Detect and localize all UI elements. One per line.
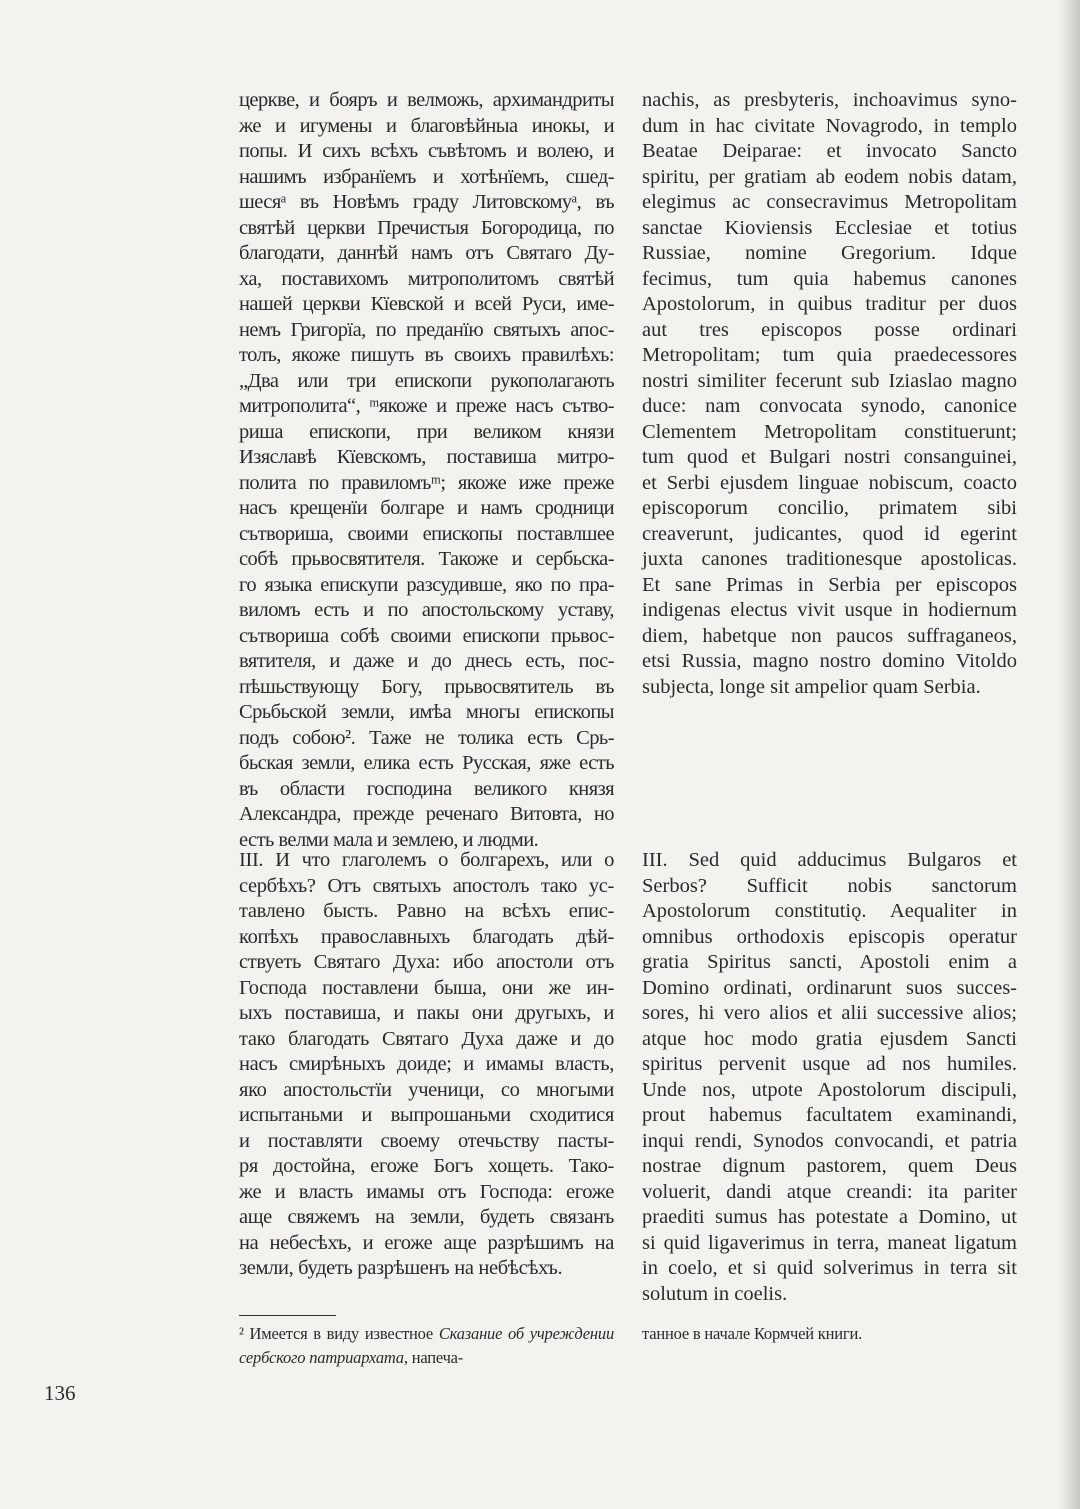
text-line: tum quod et Bulgari nostri consanguinei, bbox=[642, 446, 1017, 468]
text-line: omnibus orthodoxis episcopis operatur bbox=[642, 925, 1017, 948]
text-line: Apostolorum, in quibus traditur per duos bbox=[642, 293, 1017, 315]
latin-text-column-top bbox=[642, 88, 1017, 700]
text-line: тавлено бысть. Равно на всѣхъ епис- bbox=[239, 900, 614, 922]
text-line: Александра, прежде реченаго Витовта, но bbox=[239, 803, 614, 825]
text-line: риша епископи, при великом князи bbox=[239, 420, 614, 443]
latin-text-column-bottom bbox=[642, 848, 1017, 1307]
text-line: митрополита“, ᵐякоже и преже насъ сътво- bbox=[239, 395, 614, 417]
text-line: собѣ прьвосвятителя. Такоже и сербьска- bbox=[239, 548, 614, 570]
text-line: ха, поставихомъ митрополитомъ святѣй bbox=[239, 267, 614, 290]
text-line: Et sane Primas in Serbia per episcopos bbox=[642, 573, 1017, 596]
text-line: praediti sumus has potestate a Domino, ut bbox=[642, 1206, 1017, 1228]
text-line: III. Sed quid adducimus Bulgaros et bbox=[642, 849, 1017, 871]
text-line: церкве, и бояръ и велможь, архимандриты bbox=[239, 89, 614, 111]
text-line: нашей церкви Кïевской и всей Руси, име- bbox=[239, 293, 614, 315]
text-line: ствуеть Святаго Духа: ибо апостоли отъ bbox=[239, 951, 614, 973]
text-line: ыхъ поставиша, и пакы они другыхъ, и bbox=[239, 1002, 614, 1024]
russian-text-column-bottom bbox=[239, 848, 614, 1282]
footnote-marker: ² bbox=[239, 1324, 244, 1343]
text-line: Clementem Metropolitam constituerunt; bbox=[642, 420, 1017, 443]
text-line: яко апостольстïи ученици, со многыми bbox=[239, 1078, 614, 1101]
text-line: dum in hac civitate Novagrodo, in templo bbox=[642, 114, 1017, 137]
text-line: Beatae Deiparae: et invocato Sancto bbox=[642, 140, 1017, 162]
text-line: же и власть имамы отъ Господа: егоже bbox=[239, 1180, 614, 1203]
text-line: duce: nam convocata synodo, canonice bbox=[642, 395, 1017, 417]
text-line: немъ Григорïа, по преданïю святыхъ апос- bbox=[239, 318, 614, 341]
text-line: atque hoc modo gratia ejusdem Sancti bbox=[642, 1027, 1017, 1050]
text-line: пѣшьствующу Богу, прьвосвятитель въ bbox=[239, 675, 614, 698]
text-line: вятителя, и даже и до днесь есть, пос- bbox=[239, 650, 614, 672]
text-line: nostrae dignum pastorem, quem Deus bbox=[642, 1155, 1017, 1177]
text-line: шесяᵃ въ Новѣмъ граду Литовскомуᵃ, въ bbox=[239, 191, 614, 213]
text-line: et Serbi ejusdem linguae nobiscum, coacto bbox=[642, 471, 1017, 494]
text-line: земли, будеть разрѣшенъ на небѣсѣхъ. bbox=[239, 1257, 563, 1279]
text-line: Domino ordinati, ordinarunt suos succes- bbox=[642, 976, 1017, 999]
text-line: попы. И сихъ всѣхъ съвѣтомъ и волею, и bbox=[239, 140, 614, 162]
text-line: nachis, as presbyteris, inchoavimus syno- bbox=[642, 89, 1017, 111]
text-line: сътвориша собѣ своими епископи прьвос- bbox=[239, 624, 614, 647]
text-line: Срьбьской земли, имѣа многы епископы bbox=[239, 701, 614, 723]
text-line: diem, habetque non paucos suffraganeos, bbox=[642, 624, 1017, 647]
footnote-text-after: , напеча- bbox=[403, 1348, 464, 1367]
text-line: in coelo, et si quid solverimus in terra sit bbox=[642, 1257, 1017, 1279]
footnote-rule bbox=[239, 1315, 336, 1316]
text-line: aut tres episcopos posse ordinari bbox=[642, 318, 1017, 341]
text-line: аще свяжемъ на земли, будеть связанъ bbox=[239, 1206, 614, 1228]
text-line: gratia Spiritus sancti, Apostoli enim a bbox=[642, 951, 1017, 973]
text-line: indigenas electus vivit usque in hodiernum bbox=[642, 599, 1017, 621]
text-line: Russiae, nomine Gregorium. Idque bbox=[642, 242, 1017, 264]
footnote-text: Имеется в виду известное bbox=[249, 1324, 439, 1343]
text-line: толъ, якоже пишуть въ своихъ правилѣхъ: bbox=[239, 344, 614, 366]
text-line: нашимъ избранïемъ и хотѣнïемъ, сшед- bbox=[239, 165, 614, 188]
text-line: ря достойна, егоже Богъ хощеть. Тако- bbox=[239, 1155, 614, 1177]
text-line: inqui rendi, Synodos convocandi, et patria bbox=[642, 1129, 1017, 1152]
text-line: въ области господина великого князя bbox=[239, 777, 614, 800]
text-line: juxta canones traditionesque apostolicas. bbox=[642, 548, 1017, 570]
text-line: sores, hi vero alios et alii successive alios; bbox=[642, 1002, 1017, 1024]
russian-text-column-top bbox=[239, 88, 614, 853]
text-line: etsi Russia, magno nostro domino Vitoldo bbox=[642, 650, 1017, 672]
text-line: есть велми мала и землею, и людми. bbox=[239, 828, 539, 851]
footnote-continuation: танное в начале Кормчей книги. bbox=[642, 1324, 863, 1343]
text-line: копѣхъ православныхъ благодать дѣй- bbox=[239, 925, 614, 948]
text-line: creaverunt, judicantes, quod id egerint bbox=[642, 522, 1017, 545]
text-line: Господа поставлени быша, они же ин- bbox=[239, 976, 614, 999]
page-edge-shadow bbox=[1058, 0, 1080, 1509]
text-line: prout habemus facultatem examinandi, bbox=[642, 1104, 1017, 1126]
text-line: spiritus pervenit usque ad nos humiles. bbox=[642, 1053, 1017, 1075]
text-line: благодати, даннѣй намъ отъ Святаго Ду- bbox=[239, 242, 614, 264]
text-line: полита по правиломъᵐ; якоже иже преже bbox=[239, 471, 614, 494]
text-line: episcoporum concilio, primatem sibi bbox=[642, 497, 1017, 519]
footnote bbox=[239, 1322, 614, 1370]
text-line: сътвориша, своими епископы поставлшее bbox=[239, 522, 614, 545]
text-line: sanctae Kioviensis Ecclesiae et totius bbox=[642, 216, 1017, 239]
text-line: si quid ligaverimus in terra, maneat ligatum bbox=[642, 1231, 1017, 1254]
text-line: и поставляти своему отечьству пасты- bbox=[239, 1129, 614, 1152]
text-line: Apostolorum constitutiǫ. Aequaliter in bbox=[642, 900, 1017, 922]
text-line: „Два или три епископи рукополагають bbox=[239, 369, 614, 392]
text-line: elegimus ac consecravimus Metropolitam bbox=[642, 191, 1017, 213]
text-line: solutum in coelis. bbox=[642, 1282, 788, 1305]
text-line: же и игумены и благовѣйныа инокы, и bbox=[239, 114, 614, 137]
text-line: nostri similiter fecerunt sub Iziaslao magno bbox=[642, 369, 1017, 392]
page-number: 136 bbox=[44, 1381, 76, 1405]
text-line: сербѣхъ? Отъ святыхъ апостолъ тако ус- bbox=[239, 874, 614, 897]
text-line: subjecta, longe sit ampelior quam Serbia. bbox=[642, 675, 981, 698]
text-line: Serbos? Sufficit nobis sanctorum bbox=[642, 874, 1017, 897]
text-line: бьская земли, елика есть Русская, яже есть bbox=[239, 752, 614, 774]
text-line: виломъ есть и по апостольскому уставу, bbox=[239, 599, 614, 621]
text-line: насъ смирѣныхъ доиде; и имамы власть, bbox=[239, 1053, 614, 1075]
text-line: Изяславѣ Кïевскомъ, поставиша митро- bbox=[239, 446, 614, 468]
footnote-title: Сказание об учреждении сербского патриархата bbox=[239, 1324, 614, 1367]
text-line: насъ крещенïи болгаре и намъ сродници bbox=[239, 497, 614, 519]
text-line: III. И что глаголемъ о болгарехъ, или о bbox=[239, 849, 614, 871]
text-line: fecimus, tum quia habemus canones bbox=[642, 267, 1017, 290]
text-line: испытаньми и выпрошаньми сходитися bbox=[239, 1104, 614, 1126]
text-line: подъ собою². Таже не толика есть Срь- bbox=[239, 726, 614, 749]
text-line: го языка епискупи разсудивше, яко по пра- bbox=[239, 573, 614, 596]
text-line: святѣй церкви Пречистыя Богородица, по bbox=[239, 216, 614, 239]
text-line: на небесѣхъ, и егоже аще разрѣшимъ на bbox=[239, 1231, 614, 1254]
text-line: Unde nos, utpote Apostolorum discipuli, bbox=[642, 1078, 1017, 1101]
text-line: voluerit, dandi atque creandi: ita pariter bbox=[642, 1180, 1017, 1203]
text-line: тако благодать Святаго Духа даже и до bbox=[239, 1027, 614, 1050]
text-line: spiritu, per gratiam ab eodem nobis datam, bbox=[642, 165, 1017, 188]
text-line: Metropolitam; tum quia praedecessores bbox=[642, 344, 1017, 366]
